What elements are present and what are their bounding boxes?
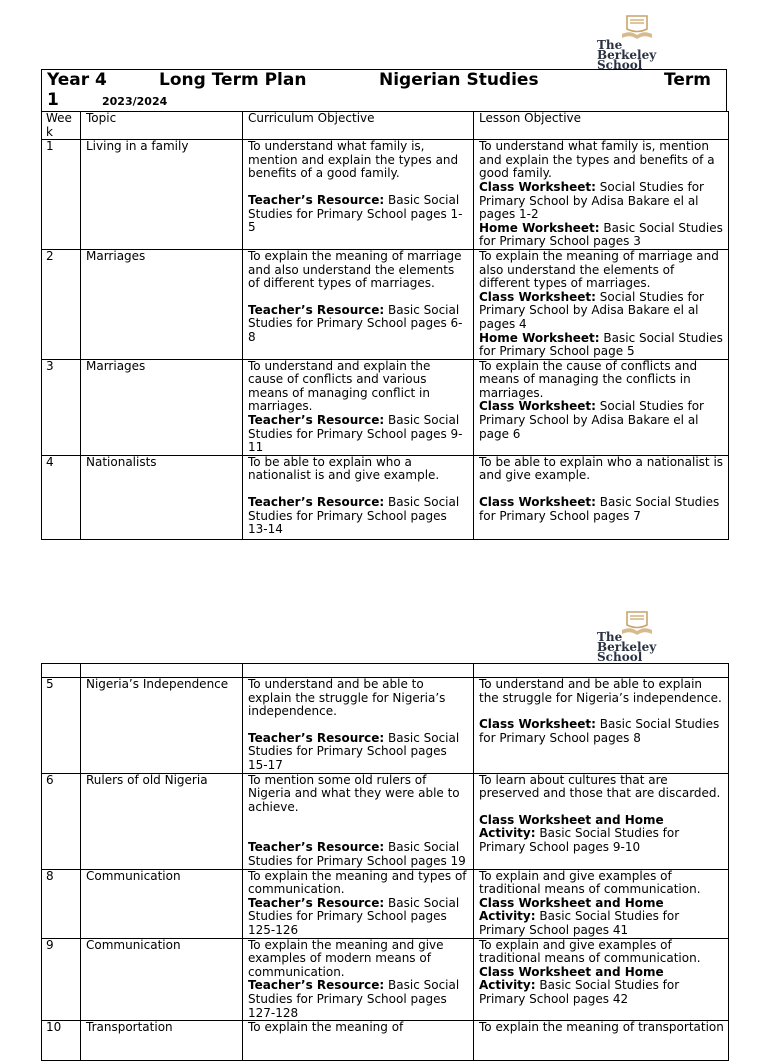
topic-cell: Rulers of old Nigeria bbox=[81, 773, 243, 869]
plan-table-page-2 bbox=[41, 663, 729, 1061]
lesson-cell: To explain and give examples of traditional means of communication. Class Worksheet and Home Activity: Basic Social Studies for Primary School pages 42 bbox=[474, 938, 729, 1021]
logo-text-line-2: Berkeley bbox=[597, 48, 657, 62]
year-label: Year 4 bbox=[47, 70, 107, 90]
week-cell: 4 bbox=[42, 455, 81, 539]
table-row bbox=[42, 455, 729, 539]
curriculum-cell: To explain the meaning and give examples of modern means of communication. Teacher’s Resource: Basic Social Studies for Primary School pages 127-128 bbox=[243, 938, 474, 1021]
logo-text-line-1: The bbox=[597, 38, 623, 52]
table-blank-row bbox=[42, 664, 729, 678]
lesson-cell: To explain the cause of conflicts and means of managing the conflicts in marriages. Class Worksheet: Social Studies for Primary School by Adisa Bakare el al page 6 bbox=[474, 359, 729, 455]
column-header-topic: Topic bbox=[81, 112, 243, 140]
book-crest-icon bbox=[620, 14, 654, 42]
curriculum-cell: To explain the meaning of bbox=[243, 1021, 474, 1061]
week-cell: 10 bbox=[42, 1021, 81, 1061]
lesson-cell: To understand what family is, mention and explain the types and benefits of a good family. Class Worksheet: Social Studies for Primary School by Adisa Bakare el al pages 1-2 Home Worksheet: Basic Social Studies for Primary School pages 3 bbox=[474, 140, 729, 250]
week-cell: 9 bbox=[42, 938, 81, 1021]
topic-cell: Nigeria’s Independence bbox=[81, 678, 243, 774]
table-row bbox=[42, 359, 729, 455]
topic-cell: Marriages bbox=[81, 359, 243, 455]
column-header-week: Wee k bbox=[42, 112, 81, 140]
table-row bbox=[42, 869, 729, 938]
topic-cell: Nationalists bbox=[81, 455, 243, 539]
logo-text-line-3: School bbox=[597, 650, 643, 664]
topic-cell: Living in a family bbox=[81, 140, 243, 250]
lesson-cell: To understand and be able to explain the struggle for Nigeria’s independence. Class Worksheet: Basic Social Studies for Primary School pages 8 bbox=[474, 678, 729, 774]
table-header-row bbox=[42, 112, 729, 140]
week-cell: 6 bbox=[42, 773, 81, 869]
table-row bbox=[42, 1021, 729, 1061]
column-header-curriculum: Curriculum Objective bbox=[243, 112, 474, 140]
table-row bbox=[42, 249, 729, 359]
lesson-cell: To explain the meaning of transportation bbox=[474, 1021, 729, 1061]
lesson-cell: To be able to explain who a nationalist is and give example. Class Worksheet: Basic Social Studies for Primary School pages 7 bbox=[474, 455, 729, 539]
logo-text-line-1: The bbox=[597, 630, 623, 644]
curriculum-cell: To understand what family is, mention and explain the types and benefits of a good family. Teacher’s Resource: Basic Social Studies for Primary School pages 1-5 bbox=[243, 140, 474, 250]
curriculum-cell: To understand and be able to explain the struggle for Nigeria’s independence. Teacher’s Resource: Basic Social Studies for Primary School pages 15-17 bbox=[243, 678, 474, 774]
subject-title: Nigerian Studies bbox=[379, 70, 539, 90]
plan-title: Long Term Plan bbox=[159, 70, 307, 90]
term-number: 1 bbox=[47, 90, 59, 110]
lesson-cell: To learn about cultures that are preserved and those that are discarded. Class Worksheet and Home Activity: Basic Social Studies for Primary School pages 9-10 bbox=[474, 773, 729, 869]
school-logo bbox=[596, 14, 660, 70]
curriculum-cell: To be able to explain who a nationalist is and give example. Teacher’s Resource: Basic Social Studies for Primary School pages 13-14 bbox=[243, 455, 474, 539]
lesson-cell: To explain and give examples of traditional means of communication. Class Worksheet and Home Activity: Basic Social Studies for Primary School pages 41 bbox=[474, 869, 729, 938]
logo-text-line-2: Berkeley bbox=[597, 640, 657, 654]
school-logo bbox=[596, 610, 660, 666]
topic-cell: Marriages bbox=[81, 249, 243, 359]
curriculum-cell: To explain the meaning and types of communication. Teacher’s Resource: Basic Social Studies for Primary School pages 125-126 bbox=[243, 869, 474, 938]
week-cell: 1 bbox=[42, 140, 81, 250]
topic-cell: Transportation bbox=[81, 1021, 243, 1061]
week-cell: 8 bbox=[42, 869, 81, 938]
table-row bbox=[42, 773, 729, 869]
curriculum-cell: To mention some old rulers of Nigeria and what they were able to achieve. Teacher’s Resource: Basic Social Studies for Primary School pages 19 bbox=[243, 773, 474, 869]
academic-session: 2023/2024 bbox=[102, 95, 168, 108]
term-label: Term bbox=[664, 70, 711, 90]
column-header-lesson: Lesson Objective bbox=[474, 112, 729, 140]
curriculum-cell: To explain the meaning of marriage and also understand the elements of different types of marriages. Teacher’s Resource: Basic Social Studies for Primary School pages 6-8 bbox=[243, 249, 474, 359]
lesson-cell: To explain the meaning of marriage and also understand the elements of different types of marriages. Class Worksheet: Social Studies for Primary School by Adisa Bakare el al pages 4 Home Worksheet: Basic Social Studies for Primary School page 5 bbox=[474, 249, 729, 359]
book-crest-icon bbox=[620, 610, 654, 638]
week-cell: 2 bbox=[42, 249, 81, 359]
week-cell: 3 bbox=[42, 359, 81, 455]
logo-text-line-3: School bbox=[597, 58, 643, 72]
plan-table-page-1 bbox=[41, 111, 729, 540]
table-row bbox=[42, 938, 729, 1021]
plan-header bbox=[41, 69, 727, 111]
table-row bbox=[42, 140, 729, 250]
topic-cell: Communication bbox=[81, 869, 243, 938]
topic-cell: Communication bbox=[81, 938, 243, 1021]
table-row bbox=[42, 678, 729, 774]
curriculum-cell: To understand and explain the cause of conflicts and various means of managing conflict in marriages. Teacher’s Resource: Basic Social Studies for Primary School pages 9-11 bbox=[243, 359, 474, 455]
week-cell: 5 bbox=[42, 678, 81, 774]
